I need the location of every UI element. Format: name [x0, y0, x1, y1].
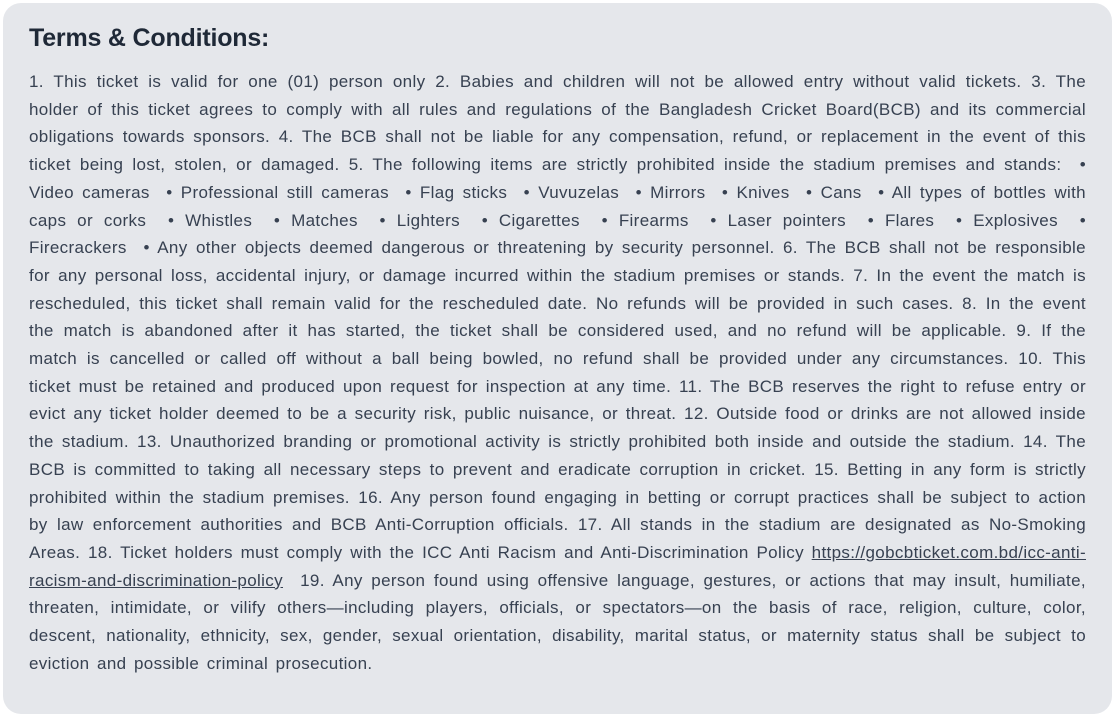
terms-text-after-link: 19. Any person found using offensive language, gestures, or actions that may insult, humiliate, threaten, intimidate, or vilify others—including players, officials, or spectators—on the basis of race, religion, culture, color, descent, nationality, ethnicity, sex, gender, sexual orientation, disability, marital status, or maternity status shall be subject to eviction and possible criminal prosecution. — [29, 570, 1094, 673]
terms-and-conditions-card — [3, 3, 1112, 714]
terms-title: Terms & Conditions: — [29, 24, 270, 52]
terms-body-text — [29, 68, 1094, 677]
anti-racism-policy-link[interactable]: https://gobcbticket.com.bd/icc-anti-racism-and-discrimination-policy — [29, 542, 1086, 590]
terms-text-before-link: 1. This ticket is valid for one (01) person only 2. Babies and children will not be allowed entry without valid tickets. 3. The holder of this ticket agrees to comply with all rules and regulations of the Bangladesh Cricket Board(BCB) and its commercial obligations towards sponsors. 4. The BCB shall not be liable for any compensation, refund, or replacement in the event of this ticket being lost, stolen, or damaged. 5. The following items are strictly prohibited inside the stadium premises and stands: • Video cameras • Professional still cameras • Flag sticks • Vuvuzelas • Mirrors • Knives • Cans • All types of bottles with caps or corks • Whistles • Matches • Lighters • Cigarettes • Firearms • Laser pointers • Flares • Explosives • Firecrackers • Any other objects deemed dangerous or threatening by security personnel. 6. The BCB shall not be responsible for any personal loss, accidental injury, or damage incurred within the stadium premises or stands. 7. In the event the match is rescheduled, this ticket shall remain valid for the rescheduled date. No refunds will be provided in such cases. 8. In the event the match is abandoned after it has started, the ticket shall be considered used, and no refund will be applicable. 9. If the match is cancelled or called off without a ball being bowled, no refund shall be provided under any circumstances. 10. This ticket must be retained and produced upon request for inspection at any time. 11. The BCB reserves the right to refuse entry or evict any ticket holder deemed to be a security risk, public nuisance, or threat. 12. Outside food or drinks are not allowed inside the stadium. 13. Unauthorized branding or promotional activity is strictly prohibited both inside and outside the stadium. 14. The BCB is committed to taking all necessary steps to prevent and eradicate corruption in cricket. 15. Betting in any form is strictly prohibited within the stadium premises. 16. Any person found engaging in betting or corrupt practices shall be subject to action by law enforcement authorities and BCB Anti-Corruption officials. 17. All stands in the stadium are designated as No-Smoking Areas. 18. Ticket holders must comply with the ICC Anti Racism and Anti-Discrimination Policy — [29, 72, 1094, 562]
